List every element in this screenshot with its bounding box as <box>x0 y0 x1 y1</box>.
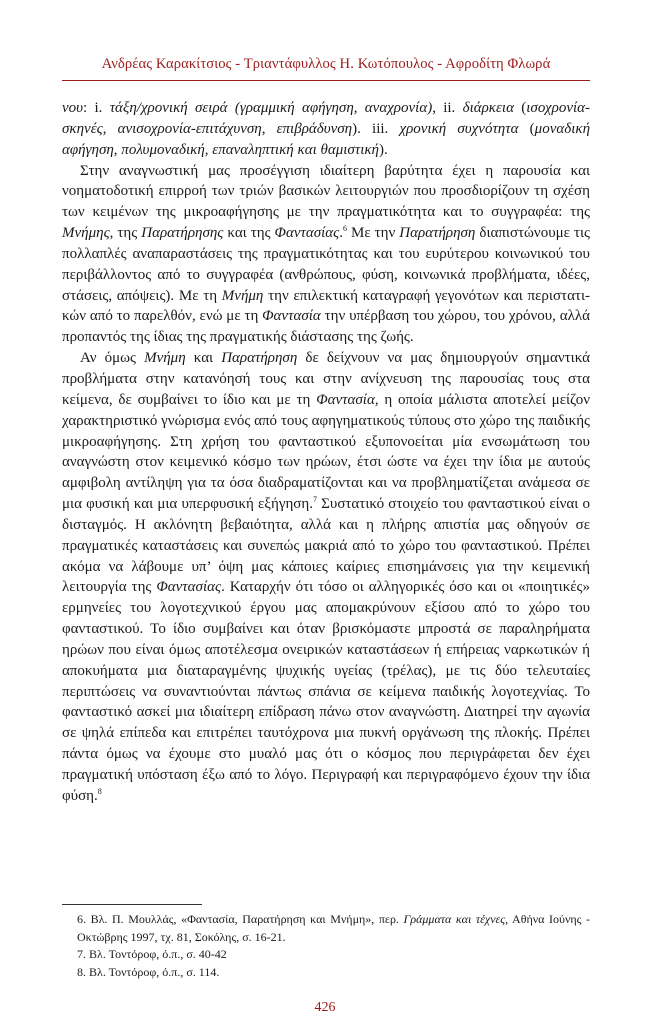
text-run: , ii. <box>432 100 463 116</box>
italic-run: νου <box>62 100 84 116</box>
footnote-6 <box>62 911 590 946</box>
paragraph-3 <box>62 348 590 807</box>
footnote-8 <box>62 964 590 982</box>
italic-run: Φαντασίας <box>274 225 340 242</box>
text-run: Αν όμως <box>80 350 145 367</box>
text-run: . Καταρχήν ότι τόσο οι αλληγορικές όσο και οι «ποιητικές» ερμηνείες του λογοτεχνικού έργου μας απομακρύνουν εξίσου από το χώρο του φανταστικού. Το ίδιο συμβαίνει και όταν βρισκόμαστε μπροστά σε παραληρήματα ηρώων που είναι όμως αποτέλεσμα ονειρικών καταστάσεων ή επήρειας ναρκωτικών ή αποκυήματα μια διαταραγμένης ψυχικής υγείας (τρέλας), με τις δύο τελευταίες περιπτώσεις να συναντιούνται πάντως σπάνια σε κείμενα παιδικής λογοτεχνίας. Το φανταστικό ασκεί μια ιδιαίτερη επίδραση πάνω στον αναγνώστη. Διατηρεί την αγωνία σε ψηλά επίπεδα και επιτρέπει ταυτόχρονα μια πυκνή οργάνωση της πλοκής. Πρέπει πάντα όμως να έχουμε στο μυαλό μας ότι ο κόσμος που περιγράφεται δεν έχει πραγματική υπόσταση έξω από το λόγο. Περιγραφή και περιγραφόμενο έχουν την ίδια φύση. <box>62 579 590 804</box>
text-run: Με την <box>347 225 400 242</box>
text-run: 8. Βλ. Τοντόροφ, ό.π., σ. 114. <box>77 964 220 979</box>
text-run: και της <box>223 225 275 242</box>
text-run: δε δείχνουν να μας δημιουργούν σημαντικά προβλήματα στην κατανόησή τους και στην ανίχνευση της παρουσίας τους στα κείμενα, δε συμβαίνει το ίδιο και με τη <box>62 350 590 408</box>
text-run: ). iii. <box>352 120 400 137</box>
footnote-ref: 6 <box>343 224 347 234</box>
footnote-ref: 8 <box>97 786 102 796</box>
italic-run: (γραμμική αφήγηση, αναχρονία) <box>234 100 433 116</box>
text-run: Στην αναγνωστική μας προσέγγιση ιδιαίτερη βαρύτητα έχει η παρουσία και νοηματοδοτική επιρροή των τριών βασικών λειτουργιών που προσδιορίζουν τη σχέση των κειμένων της μικροαφήγησης με την πραγματικότητα και το συγγραφέα: της <box>62 162 590 221</box>
italic-run: τάξη/χρονική σειρά <box>109 100 228 116</box>
text-run: και <box>185 350 222 367</box>
text-run: , Αθήνα Ιούνης - Οκτώβρης 1997, τχ. 81, Σοκόλης, σ. 16-21. <box>77 912 590 944</box>
header-rule <box>62 80 590 81</box>
paragraph-1 <box>62 98 590 161</box>
italic-run: Παρατήρηση <box>399 225 476 242</box>
footnote-7 <box>62 946 590 964</box>
text-run: , η οποία μάλιστα αποτελεί μείζον χαρακτηριστικό γνώρισμα ενός από τους αφηγηματικούς τύπους στο χώρο της παιδικής μικροαφήγησης. Στη χρήση του φανταστικού εξυπονοείται μία ενσωμάτωση του αναγνώστη στον κειμενικό κόσμο των ηρώων, έτσι ώστε να έχει την ίδια με αυτούς αμφιβολη αντίληψη για τα όσα διαδραματίζονται και να προβληματίζεται ανάμεσα σε μια φυσική και μια υπερφυσική εξήγηση. <box>62 391 590 513</box>
footnote-divider <box>62 904 202 905</box>
text-run: : i. <box>83 100 110 116</box>
italic-run: Μνήμης <box>62 225 110 242</box>
italic-run: Γράμματα και τέχνες <box>403 912 506 926</box>
paragraph-2 <box>62 161 590 349</box>
text-run: ( <box>513 100 527 116</box>
body-text <box>62 98 590 807</box>
italic-run: Μνήμη <box>221 287 264 304</box>
text-run: ). <box>379 141 388 158</box>
italic-run: ισοχρονία-σκηνές, ανισοχρονία-επιτάχυνση, επιβράδυνση <box>62 100 591 137</box>
italic-run: διάρκεια <box>462 100 514 116</box>
text-run: . <box>339 225 343 242</box>
footnote-ref: 7 <box>313 495 317 505</box>
text-run: 6. Βλ. Π. Μουλλάς, «Φαντασία, Παρατήρηση και Μνήμη», περ. <box>77 912 404 926</box>
italic-run: χρονική συχνότητα <box>399 120 519 137</box>
italic-run: Φαντασία <box>316 391 375 408</box>
text-run: 7. Βλ. Τοντόροφ, ό.π., σ. 40-42 <box>77 947 227 961</box>
text-run: ( <box>518 120 535 137</box>
page-number: 426 <box>314 1000 336 1015</box>
italic-run: Παρατήρησης <box>141 225 224 242</box>
text-run: διαπιστώνουμε τις πολλαπλές αναπαραστάσεις της πραγματικότητας και του ευρύτερου κοινωνικού του περιβάλλοντος από το συγγραφέα (ανθρώπους, φύση, κοινωνικά προβλήματα, ιδέες, στάσεις, απόψεις). Με τη <box>62 225 590 304</box>
text-run: την επιλεκτική καταγραφή γεγονότων και περιστατικών από το παρελθόν, ενώ με τη <box>62 287 590 325</box>
text-run: Συστατικό στοιχείο του φανταστικού είναι ο δισταγμός. Η ακλόνητη βεβαιότητα, αλλά και η πλήρης απιστία μας οδηγούν σε πραγματικές καταστάσεις και συνεπώς μακριά από το χώρο του φανταστικού. Πρέπει ακόμα να λάβουμε υπ’ όψη μας κάποιες καίριες επισημάνσεις για την κειμενική λειτουργία της <box>62 496 590 596</box>
text-run <box>228 100 235 116</box>
footnotes <box>62 911 590 981</box>
text-run: την υπέρβαση του χώρου, του χρόνου, αλλά προπαντός της ίδιας της πραγματικής διάστασης της ζωής. <box>62 308 590 346</box>
italic-run: Μνήμη <box>144 350 186 367</box>
italic-run: Παρατήρηση <box>221 350 298 367</box>
italic-run: Φαντασία <box>262 308 321 325</box>
text-run: , της <box>109 225 142 242</box>
italic-run: Φαντασίας <box>156 579 222 596</box>
italic-run: μοναδική αφήγηση, πολυμοναδική, επαναληπτική και θαμιστική <box>62 120 591 158</box>
running-header: Ανδρέας Καρακίτσιος - Τριαντάφυλλος Η. Κωτόπουλος - Αφροδίτη Φλωρά <box>101 56 551 72</box>
